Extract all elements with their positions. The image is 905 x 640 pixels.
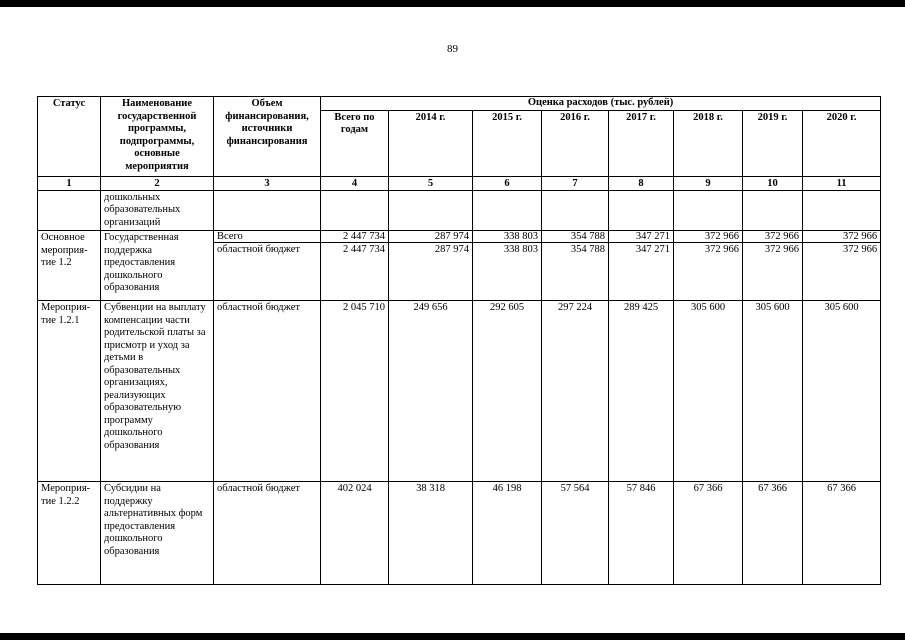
value-2019: 372 966	[743, 231, 803, 243]
row-source: Всего	[214, 231, 321, 243]
row-status: Основное мероприя-тие 1.2	[38, 231, 101, 301]
header-year-2020: 2020 г.	[803, 110, 881, 176]
value-2015: 292 605	[473, 301, 542, 482]
value-2018: 372 966	[674, 243, 743, 301]
value-2018: 67 366	[674, 482, 743, 585]
row-name: Субвенции на выплату компенсации части родительской платы за присмотр и уход за детьми в образовательных организациях, реализующих образовательную программу дошкольного образования	[101, 301, 214, 482]
value-2015: 338 803	[473, 231, 542, 243]
value-2020: 67 366	[803, 482, 881, 585]
value-total: 402 024	[321, 482, 389, 585]
value-2020: 305 600	[803, 301, 881, 482]
page-number: 89	[447, 43, 458, 55]
value-2016: 297 224	[542, 301, 609, 482]
value-total: 2 447 734	[321, 243, 389, 301]
table-row-1-2-1	[38, 301, 881, 482]
value-2017: 347 271	[609, 231, 674, 243]
header-year-2016: 2016 г.	[542, 110, 609, 176]
header-year-2017: 2017 г.	[609, 110, 674, 176]
scan-border-bottom	[0, 633, 905, 640]
column-number-row	[38, 176, 881, 190]
value-2017: 289 425	[609, 301, 674, 482]
value-2018: 372 966	[674, 231, 743, 243]
column-number: 7	[542, 176, 609, 190]
header-row-1	[38, 97, 881, 111]
value-2015: 338 803	[473, 243, 542, 301]
column-number: 5	[389, 176, 473, 190]
column-number: 6	[473, 176, 542, 190]
value-2014: 287 974	[389, 231, 473, 243]
column-number: 4	[321, 176, 389, 190]
value-2017: 347 271	[609, 243, 674, 301]
row-source: областной бюджет	[214, 243, 321, 301]
header-estimate: Оценка расходов (тыс. рублей)	[321, 97, 881, 111]
header-year-total: Всего по годам	[321, 110, 389, 176]
header-volume: Объем финансирования, источники финансирования	[214, 97, 321, 177]
row-name: Государственная поддержка предоставления дошкольного образования	[101, 231, 214, 301]
header-name: Наименование государственной программы, подпрограммы, основные мероприятия	[101, 97, 214, 177]
value-2018: 305 600	[674, 301, 743, 482]
value-2019: 67 366	[743, 482, 803, 585]
row-status: Мероприя-тие 1.2.1	[38, 301, 101, 482]
value-2019: 305 600	[743, 301, 803, 482]
value-2019: 372 966	[743, 243, 803, 301]
row-name: дошкольных образовательных организаций	[101, 190, 214, 231]
value-total: 2 447 734	[321, 231, 389, 243]
value-2014: 287 974	[389, 243, 473, 301]
column-number: 3	[214, 176, 321, 190]
header-year-2019: 2019 г.	[743, 110, 803, 176]
value-2014: 38 318	[389, 482, 473, 585]
row-status: Мероприя-тие 1.2.2	[38, 482, 101, 585]
value-2020: 372 966	[803, 231, 881, 243]
column-number: 2	[101, 176, 214, 190]
budget-table	[37, 96, 881, 585]
row-source: областной бюджет	[214, 301, 321, 482]
scan-border-top	[0, 0, 905, 7]
value-2014: 249 656	[389, 301, 473, 482]
value-2015: 46 198	[473, 482, 542, 585]
table-row-continuation	[38, 190, 881, 231]
header-status: Статус	[38, 97, 101, 177]
header-year-2015: 2015 г.	[473, 110, 542, 176]
column-number: 11	[803, 176, 881, 190]
header-year-2018: 2018 г.	[674, 110, 743, 176]
value-2017: 57 846	[609, 482, 674, 585]
row-source: областной бюджет	[214, 482, 321, 585]
row-name: Субсидии на поддержку альтернативных форм предоставления дошкольного образования	[101, 482, 214, 585]
value-2016: 354 788	[542, 243, 609, 301]
value-2016: 57 564	[542, 482, 609, 585]
value-2016: 354 788	[542, 231, 609, 243]
column-number: 10	[743, 176, 803, 190]
column-number: 8	[609, 176, 674, 190]
table-row-1-2-2	[38, 482, 881, 585]
table-row-1-2-total	[38, 231, 881, 243]
header-year-2014: 2014 г.	[389, 110, 473, 176]
column-number: 9	[674, 176, 743, 190]
column-number: 1	[38, 176, 101, 190]
value-total: 2 045 710	[321, 301, 389, 482]
value-2020: 372 966	[803, 243, 881, 301]
